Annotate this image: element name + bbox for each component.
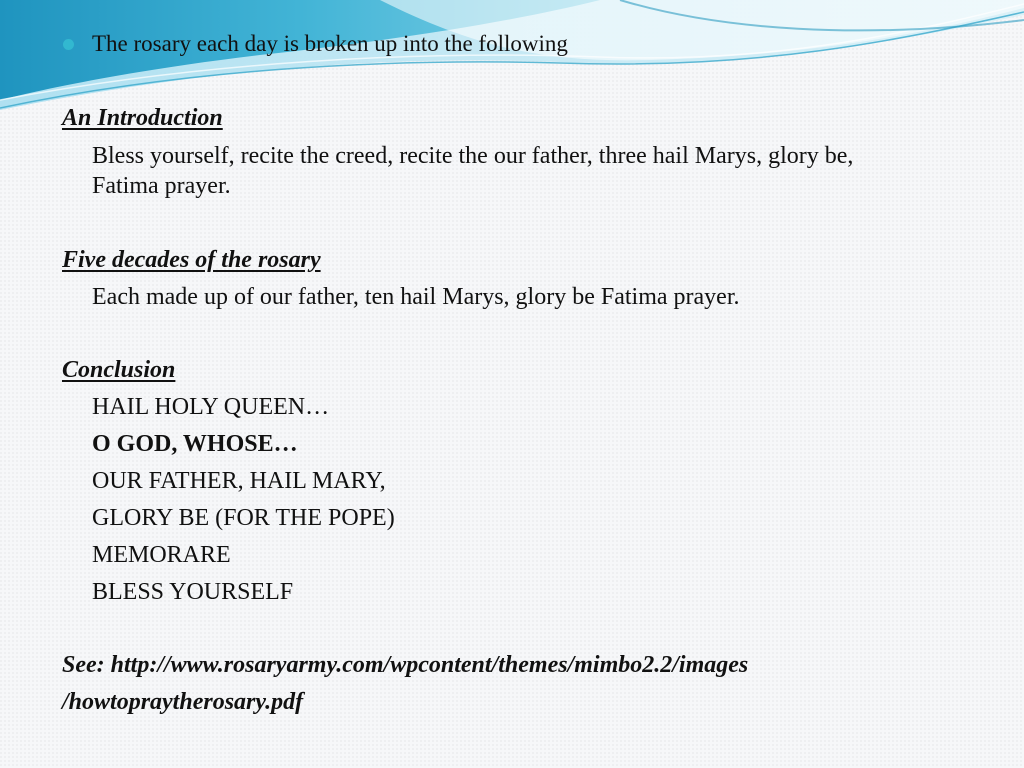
conclusion-line-glory-be: GLORY BE (FOR THE POPE) xyxy=(92,505,395,531)
intro-bullet-text: The rosary each day is broken up into the following xyxy=(92,31,568,56)
decades-line-1: Each made up of our father, ten hail Marys, glory be Fatima prayer. xyxy=(92,284,740,310)
reference-link-line-1[interactable]: See: http://www.rosaryarmy.com/wpcontent/themes/mimbo2.2/images xyxy=(62,652,749,678)
conclusion-line-o-god-whose: O GOD, WHOSE… xyxy=(92,431,298,457)
bullet-icon xyxy=(63,39,74,50)
heading-introduction: An Introduction xyxy=(62,105,223,131)
heading-five-decades: Five decades of the rosary xyxy=(62,247,321,273)
conclusion-line-bless-yourself: BLESS YOURSELF xyxy=(92,579,294,605)
heading-conclusion: Conclusion xyxy=(62,357,176,383)
conclusion-line-memorare: MEMORARE xyxy=(92,542,231,568)
conclusion-line-our-father: OUR FATHER, HAIL MARY, xyxy=(92,468,386,494)
reference-link-line-2[interactable]: /howtopraytherosary.pdf xyxy=(62,689,304,715)
introduction-line-1: Bless yourself, recite the creed, recite the our father, three hail Marys, glory be, xyxy=(92,143,854,169)
introduction-line-2: Fatima prayer. xyxy=(92,173,231,199)
conclusion-line-hail-holy-queen: HAIL HOLY QUEEN… xyxy=(92,394,330,420)
